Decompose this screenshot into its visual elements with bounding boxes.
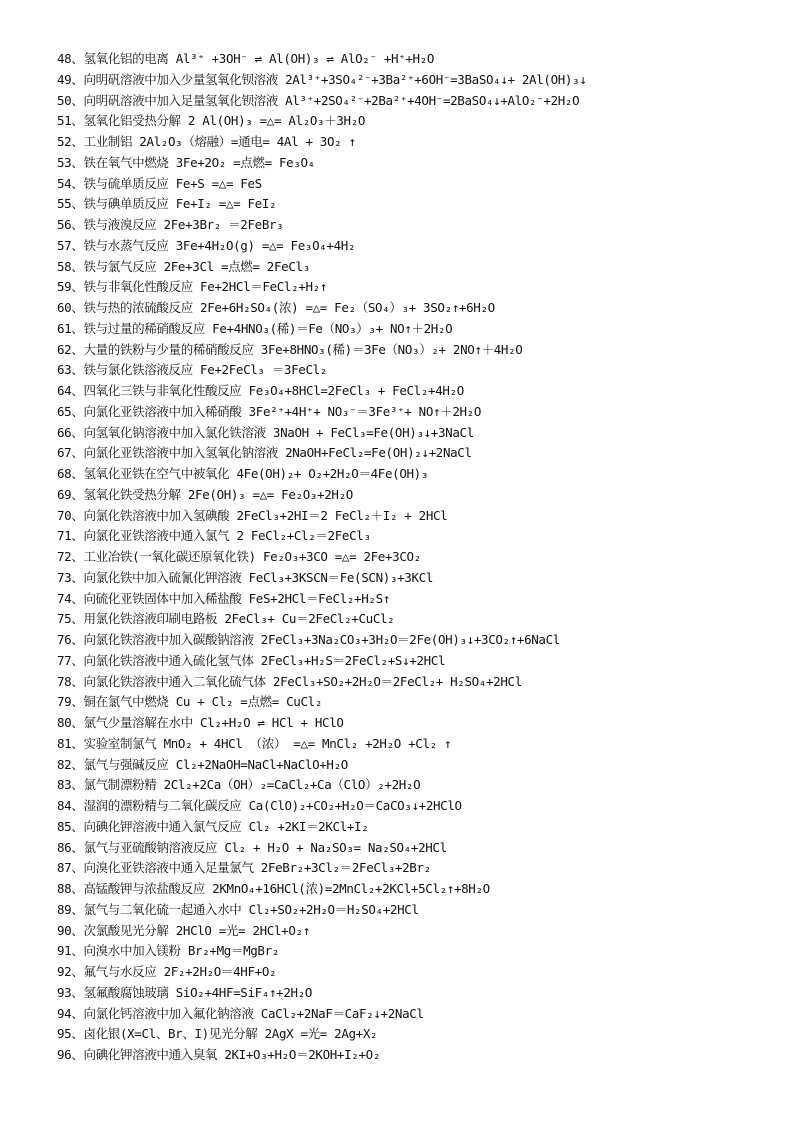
equation-line: 91、向溴水中加入镁粉 Br₂+Mg＝MgBr₂ [57,943,279,959]
equation-line: 57、铁与水蒸气反应 3Fe+4H₂O(g) =△= Fe₃O₄+4H₂ [57,237,356,253]
equation-line: 82、氯气与强碱反应 Cl₂+2NaOH=NaCl+NaClO+H₂O [57,756,348,772]
equation-line: 83、氯气制漂粉精 2Cl₂+2Ca（OH）₂=CaCl₂+Ca（ClO）₂+2H₂O [57,777,421,793]
equation-line: 74、向硫化亚铁固体中加入稀盐酸 FeS+2HCl＝FeCl₂+H₂S↑ [57,590,390,606]
equation-line: 68、氢氧化亚铁在空气中被氧化 4Fe(OH)₂+ O₂+2H₂O＝4Fe(OH)₃ [57,466,429,481]
equation-list [57,49,777,1066]
equation-line: 67、向氯化亚铁溶液中加入氢氧化钠溶液 2NaOH+FeCl₂=Fe(OH)₂↓+2NaCl [57,445,472,461]
equation-line: 54、铁与硫单质反应 Fe+S =△= FeS [57,175,262,191]
equation-line: 50、向明矾溶液中加入足量氢氧化钡溶液 Al³⁺+2SO₄²⁻+2Ba²⁺+4OH⁻=2BaSO₄↓+AlO₂⁻+2H₂O [57,92,580,108]
equation-line: 49、向明矾溶液中加入少量氢氧化钡溶液 2Al³⁺+3SO₄²⁻+3Ba²⁺+6OH⁻=3BaSO₄↓+ 2Al(OH)₃↓ [57,71,587,87]
equation-line: 88、高锰酸钾与浓盐酸反应 2KMnO₄+16HCl(浓)=2MnCl₂+2KCl+5Cl₂↑+8H₂O [57,881,490,896]
equation-line: 87、向溴化亚铁溶液中通入足量氯气 2FeBr₂+3Cl₂＝2FeCl₃+2Br₂ [57,860,431,876]
equation-line: 86、氯气与亚硫酸钠溶液反应 Cl₂ + H₂O + Na₂SO₃= Na₂SO₄+2HCl [57,839,447,855]
equation-line: 81、实验室制氯气 MnO₂ + 4HCl （浓） =△= MnCl₂ +2H₂O +Cl₂ ↑ [57,735,452,751]
equation-line: 93、氢氟酸腐蚀玻璃 SiO₂+4HF=SiF₄↑+2H₂O [57,984,313,1000]
equation-line: 94、向氯化钙溶液中加入氟化钠溶液 CaCl₂+2NaF＝CaF₂↓+2NaCl [57,1005,424,1021]
equation-line: 70、向氯化铁溶液中加入氢碘酸 2FeCl₃+2HI＝2 FeCl₂＋I₂ + 2HCl [57,507,448,523]
equation-line: 69、氢氧化铁受热分解 2Fe(OH)₃ =△= Fe₂O₃+2H₂O [57,486,353,502]
equation-line: 52、工业制铝 2Al₂O₃（熔融）=通电= 4Al + 3O₂ ↑ [57,134,356,149]
equation-line: 61、铁与过量的稀硝酸反应 Fe+4HNO₃(稀)＝Fe（NO₃）₃+ NO↑＋2H₂O [57,320,453,336]
equation-line: 71、向氯化亚铁溶液中通入氯气 2 FeCl₂+Cl₂＝2FeCl₃ [57,528,371,544]
equation-line: 73、向氯化铁中加入硫氰化钾溶液 FeCl₃+3KSCN＝Fe(SCN)₃+3KCl [57,569,433,585]
equation-line: 95、卤化银(X=Cl、Br、I)见光分解 2AgX =光= 2Ag+X₂ [57,1026,378,1042]
equation-line: 55、铁与碘单质反应 Fe+I₂ =△= FeI₂ [57,196,277,212]
equation-line: 63、铁与氯化铁溶液反应 Fe+2FeCl₃ ＝3FeCl₂ [57,362,327,378]
equation-line: 58、铁与氯气反应 2Fe+3Cl =点燃= 2FeCl₃ [57,258,310,274]
equation-line: 66、向氢氧化钠溶液中加入氯化铁溶液 3NaOH + FeCl₃=Fe(OH)₃↓+3NaCl [57,424,474,440]
equation-line: 84、湿润的漂粉精与二氧化碳反应 Ca(ClO)₂+CO₂+H₂O＝CaCO₃↓+2HClO [57,798,462,813]
equation-line: 85、向碘化钾溶液中通入氯气反应 Cl₂ +2KI＝2KCl+I₂ [57,818,369,834]
equation-line: 48、氢氧化铝的电离 Al³⁺ +3OH⁻ ⇌ Al(OH)₃ ⇌ AlO₂⁻ +H⁺+H₂O [57,51,435,66]
equation-line: 62、大量的铁粉与少量的稀硝酸反应 3Fe+8HNO₃(稀)＝3Fe（NO₃）₂+ 2NO↑＋4H₂O [57,341,523,357]
equation-line: 75、用氯化铁溶液印刷电路板 2FeCl₃+ Cu＝2FeCl₂+CuCl₂ [57,611,395,627]
equation-line: 53、铁在氧气中燃烧 3Fe+2O₂ =点燃= Fe₃O₄ [57,154,315,170]
equation-line: 89、氯气与二氧化硫一起通入水中 Cl₂+SO₂+2H₂O＝H₂SO₄+2HCl [57,901,419,917]
equation-line: 77、向氯化铁溶液中通入硫化氢气体 2FeCl₃+H₂S＝2FeCl₂+S↓+2HCl [57,652,446,668]
equation-line: 51、氢氧化铝受热分解 2 Al(OH)₃ =△= Al₂O₃＋3H₂O [57,113,366,129]
equation-line: 60、铁与热的浓硫酸反应 2Fe+6H₂SO₄(浓) =△= Fe₂（SO₄）₃+ 3SO₂↑+6H₂O [57,300,495,315]
equation-line: 72、工业冶铁(一氧化碳还原氧化铁) Fe₂O₃+3CO =△= 2Fe+3CO₂ [57,549,421,564]
equation-line: 92、氟气与水反应 2F₂+2H₂O＝4HF+O₂ [57,964,277,979]
equation-line: 65、向氯化亚铁溶液中加入稀硝酸 3Fe²⁺+4H⁺+ NO₃⁻＝3Fe³⁺+ NO↑＋2H₂O [57,403,482,419]
equation-line: 90、次氯酸见光分解 2HClO =光= 2HCl+O₂↑ [57,922,310,938]
equation-line: 64、四氧化三铁与非氧化性酸反应 Fe₃O₄+8HCl=2FeCl₃ + FeCl₂+4H₂O [57,383,464,398]
equation-line: 76、向氯化铁溶液中加入碳酸钠溶液 2FeCl₃+3Na₂CO₃+3H₂O＝2Fe(OH)₃↓+3CO₂↑+6NaCl [57,632,560,647]
equation-line: 56、铁与液溴反应 2Fe+3Br₂ ＝2FeBr₃ [57,217,284,232]
equation-line: 59、铁与非氧化性酸反应 Fe+2HCl＝FeCl₂+H₂↑ [57,279,327,295]
equation-line: 78、向氯化铁溶液中通入二氧化硫气体 2FeCl₃+SO₂+2H₂O＝2FeCl₂+ H₂SO₄+2HCl [57,673,522,689]
equation-line: 80、氯气少量溶解在水中 Cl₂+H₂O ⇌ HCl + HClO [57,715,344,730]
equation-line: 79、铜在氯气中燃烧 Cu + Cl₂ =点燃= CuCl₂ [57,694,323,710]
equation-line: 96、向碘化钾溶液中通入臭氧 2KI+O₃+H₂O＝2KOH+I₂+O₂ [57,1047,380,1062]
